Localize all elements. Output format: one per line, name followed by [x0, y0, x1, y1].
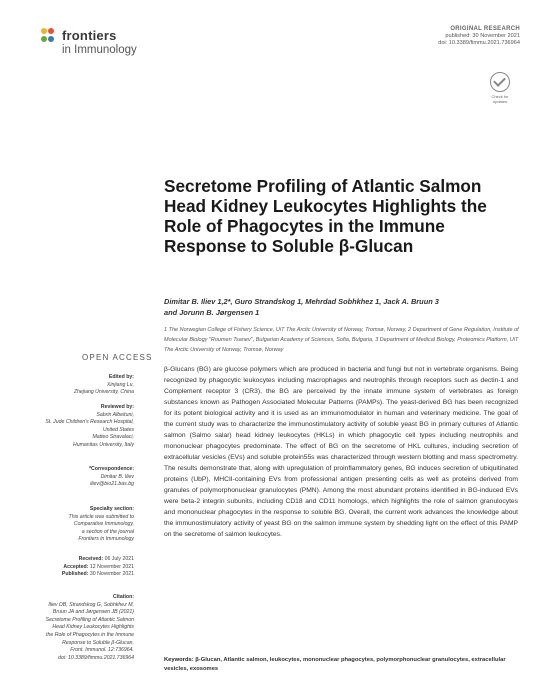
specialty-line: This article was submitted to: [68, 513, 134, 520]
keywords-label: Keywords:: [164, 657, 194, 663]
published-label: Published:: [61, 571, 89, 578]
reviewer-line: Humanitas University, Italy: [72, 441, 134, 448]
reviewer-line: Matteo Stravalaci,: [92, 434, 134, 441]
article-meta: [438, 26, 520, 47]
citation-line: Bruun JA and Jørgensen JB (2021): [52, 609, 134, 616]
correspondence-label: *Correspondence:: [89, 466, 134, 472]
citation-line: Response to Soluble β-Glucan.: [62, 639, 134, 646]
citation-line: Secretome Profiling of Atlantic Salmon: [45, 616, 134, 623]
published-date-side: 30 November 2021: [89, 571, 134, 578]
reviewer-line: United States: [102, 426, 134, 433]
reviewer-line: St. Jude Children's Research Hospital,: [45, 419, 134, 426]
correspondent-email[interactable]: iliev@bio21.bas.bg: [90, 481, 134, 488]
published-date: published: 30 November 2021: [445, 33, 520, 39]
editor-line: Xinjiang Lu,: [106, 381, 134, 388]
citation-line: the Role of Phagocytes in the Immune: [46, 631, 134, 638]
abstract: β-Glucans (BG) are glucose polymers which are produced in bacteria and fungi but not in vertebrate organisms. Being recognized by phagocytic leukocytes including macrophages and neutrophils through receptors such as dectin-1 and Complement receptor 3 (CR3), the BG are perceived by the innate immune system of vertebrates as foreign substances known as Pathogen Associated Molecular Patterns (PAMPs). The yeast-derived BG has been recognized for its potent biological activity and it is used as an immunomodulator in human and veterinary medicine. The goal of the current study was to characterize the immunostimulatory activity of soluble yeast BG in primary cultures of Atlantic salmon (Salmo salar) head kidney leukocytes (HKLs) in which phagocytic cell types including neutrophils and mononuclear phagocytes predominate. The effect of BG on the secretome of HKL cultures, including secretion of extracellular vesicles (EVs) and soluble protein55s was characterized through western blotting and mass spectrometry. The results demonstrate that, along with upregulation of proinflammatory genes, BG induces secretion of ubiquitinated proteins (UbP), MHCII-containing EVs from professional antigen presenting cells as well as proteins derived from granules of polymorphonuclear granulocytes (PMN). Among the most abundant proteins identified in BG-induced EVs were beta-2 integrin subunits, including CD18 and CD11 homologs, which highlights the role of salmon granulocytes and mononuclear phagocytes in the response to soluble BG. Overall, the current work advances the knowledge about the immunostimulatory activity of yeast BG on the salmon immune system by shedding light on the effect of this PAMP on the secretome of salmon leukocytes.: [164, 366, 518, 538]
correspondent-name: Dimitar B. Iliev: [100, 473, 134, 480]
check-updates-button[interactable]: [485, 72, 515, 102]
citation-line: Front. Immunol. 12:736964.: [70, 647, 134, 654]
article-dates: [38, 556, 134, 579]
edited-label: Edited by:: [108, 374, 134, 380]
open-access-label: OPEN ACCESS: [82, 353, 153, 362]
authors-line-2: and Jorunn B. Jørgensen 1: [164, 308, 260, 317]
reviewed-by: [18, 404, 134, 450]
reviewer-line: Sabrin Albeituni,: [96, 411, 134, 418]
check-updates-icon: [490, 72, 510, 92]
author-list: [164, 296, 524, 318]
accepted-label: Accepted:: [63, 563, 89, 570]
specialty-line: Comparative Immunology,: [73, 521, 134, 528]
affiliations: 1 The Norwegian College of Fishery Science, UiT The Arctic University of Norway, Tromsø, Norway, 2 Department of Gene Regulation, Institute of Molecular Biology "Roumen Tsanev", Bulgarian Academy of Sciences, Sofia, Bulgaria, 3 Department of Medical Biology, Proteomics Platform, UiT The Arctic University of Norway, Tromsø, Norway: [164, 327, 519, 353]
authors-line-1: Dimitar B. Iliev 1,2*, Guro Strandskog 1, Mehrdad Sobhkhez 1, Jack A. Bruun 3: [164, 297, 439, 306]
specialty-label: Specialty section:: [89, 506, 134, 512]
keywords: [164, 656, 518, 674]
brand-name: frontiers: [62, 28, 117, 43]
citation-label: Citation:: [112, 594, 134, 600]
specialty-line: a section of the journal: [81, 528, 134, 535]
article-type: ORIGINAL RESEARCH: [450, 26, 520, 32]
correspondence: [38, 466, 134, 489]
keywords-list: β-Glucan, Atlantic salmon, leukocytes, mononuclear phagocytes, polymorphonuclear granulocytes, extracellular vesicles, exosomes: [164, 657, 506, 672]
journal-name: in Immunology: [62, 44, 137, 56]
citation-line: Iliev DB, Strandskog G, Sobhkhez M,: [48, 601, 134, 608]
frontiers-logo-icon: [38, 26, 58, 46]
edited-by: [38, 374, 134, 397]
specialty-line: Frontiers in Immunology: [78, 536, 134, 543]
citation: [28, 594, 134, 662]
citation-doi[interactable]: doi: 10.3389/fimmu.2021.736964: [58, 654, 134, 661]
reviewed-label: Reviewed by:: [100, 404, 134, 410]
received-label: Received:: [78, 556, 104, 562]
specialty-section: [38, 506, 134, 544]
accepted-date: 12 November 2021: [89, 563, 134, 570]
check-updates-label: Check for updates: [491, 94, 509, 104]
journal-logo[interactable]: [38, 24, 178, 64]
doi-link[interactable]: doi: 10.3389/fimmu.2021.736964: [438, 40, 520, 46]
received-date: 06 July 2021: [104, 556, 134, 562]
article-title: Secretome Profiling of Atlantic Salmon Head Kidney Leukocytes Highlights the Role of Phagocytes in the Immune Response to Soluble β-Glucan: [164, 176, 487, 256]
citation-line: Head Kidney Leukocytes Highlights: [52, 624, 134, 631]
editor-line: Zhejiang University, China: [73, 389, 134, 396]
